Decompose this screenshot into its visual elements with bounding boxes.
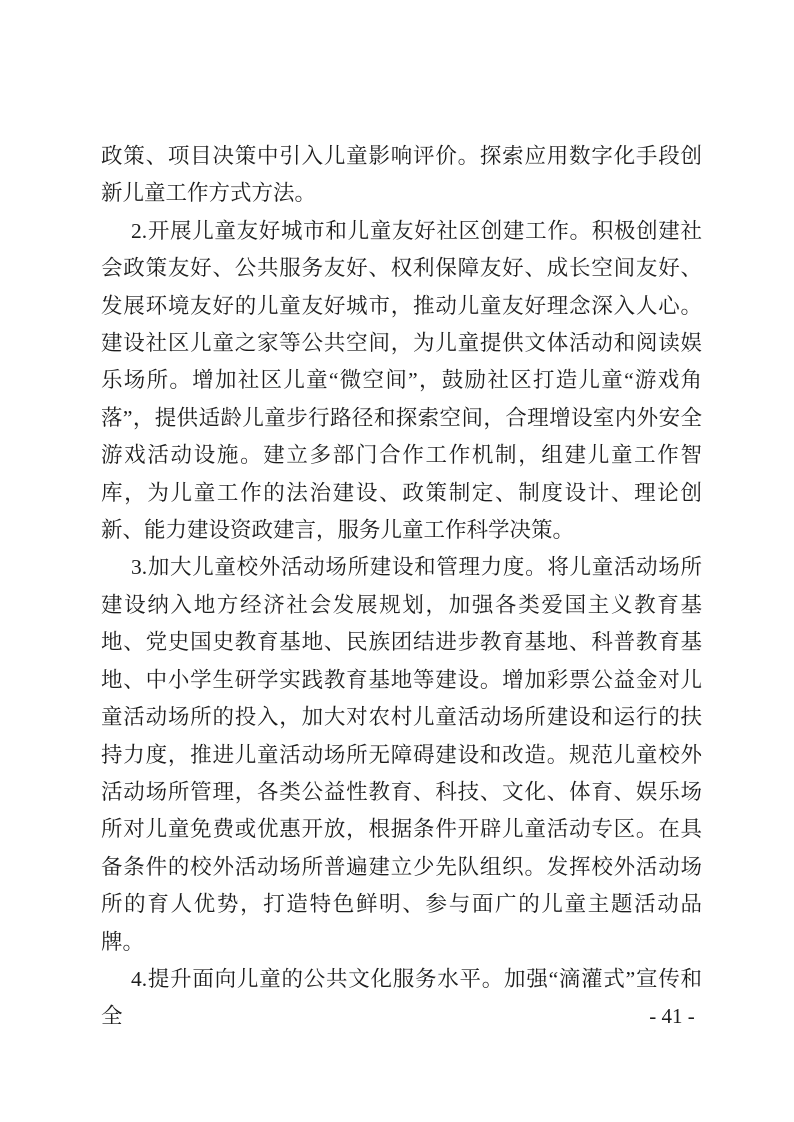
paragraph-item-2: 2.开展儿童友好城市和儿童友好社区创建工作。积极创建社会政策友好、公共服务友好、权利保障友好、成长空间友好、发展环境友好的儿童友好城市，推动儿童友好理念深入人心。建设社区儿童之家等公共空间，为儿童提供文体活动和阅读娱乐场所。增加社区儿童“微空间”，鼓励社区打造儿童“游戏角落”，提供适龄儿童步行路径和探索空间，合理增设室内外安全游戏活动设施。建立多部门合作工作机制，组建儿童工作智库，为儿童工作的法治建设、政策制定、制度设计、理论创新、能力建设资政建言，服务儿童工作科学决策。 xyxy=(101,218,702,543)
paragraph-continuation: 政策、项目决策中引入儿童影响评价。探索应用数字化手段创新儿童工作方式方法。 xyxy=(101,144,702,206)
document-body xyxy=(101,138,702,1036)
page-number: - 41 - xyxy=(649,1004,695,1028)
paragraph-item-4: 4.提升面向儿童的公共文化服务水平。加强“滴灌式”宣传和全 xyxy=(101,966,702,1029)
paragraph-item-3: 3.加大儿童校外活动场所建设和管理力度。将儿童活动场所建设纳入地方经济社会发展规划，加强各类爱国主义教育基地、党史国史教育基地、民族团结进步教育基地、科普教育基地、中小学生研学实践教育基地等建设。增加彩票公益金对儿童活动场所的投入，加大对农村儿童活动场所建设和运行的扶持力度，推进儿童活动场所无障碍建设和改造。规范儿童校外活动场所管理，各类公益性教育、科技、文化、体育、娱乐场所对儿童免费或优惠开放，根据条件开辟儿童活动专区。在具备条件的校外活动场所普遍建立少先队组织。发挥校外活动场所的育人优势，打造特色鲜明、参与面广的儿童主题活动品牌。 xyxy=(101,555,702,954)
